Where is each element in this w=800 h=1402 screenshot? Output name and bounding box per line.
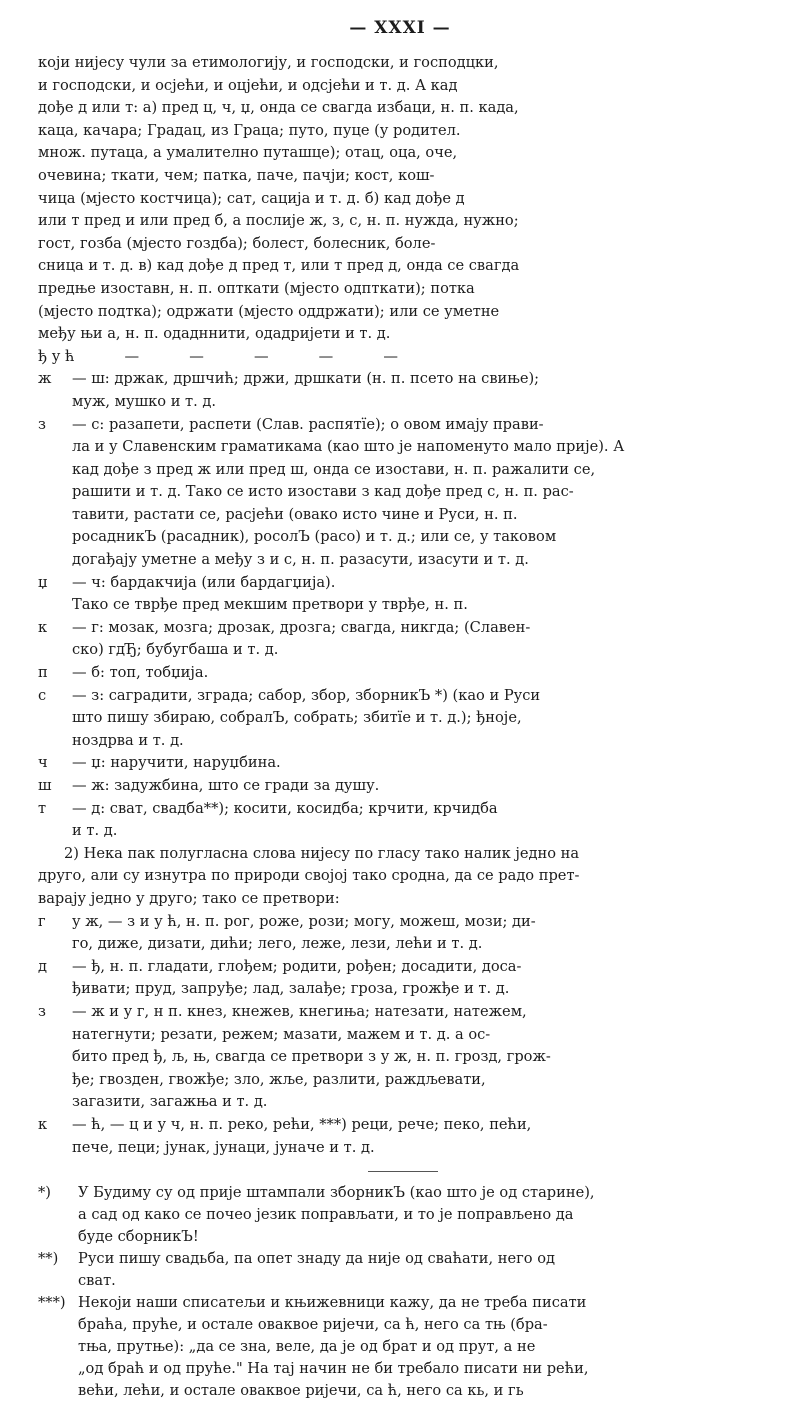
dj-rule-line: ђ у ћ — — — — — <box>38 347 398 365</box>
entry-s: с — з: саградити, зграда; сабор, збор, зборникЪ *) (као и Руси што пишу збираю, собралЪ, собрать; збитїе и т. д.); ђноје, ноздрва и т. д. <box>38 686 541 749</box>
footnote: *) У Будиму су од прије штампали зборникЪ (као што је од старине), а сад од како се почео језик поправљати, и то је поправљено да буде сборникЪ! <box>38 1184 595 1246</box>
entry-k: к — г: мозак, мозга; дрозак, дрозга; свагда, никгда; (Славен- ско) гдЂ; бубугбаша и т. д. <box>38 618 531 659</box>
intro-line: међу њи а, н. п. одадннити, одадријети и т. д. <box>38 325 391 343</box>
entry-ch: ч — џ: наручити, наруџбина. <box>38 754 281 772</box>
intro-line: каца, качара; Градац, из Граца; путо, пуце (у родител. <box>38 121 461 139</box>
entry-z: з — с: разапети, распети (Слав. распятїе); о овом имају прави- ла и у Славенским граматикама (као што је напоменуто мало прије). А кад дође з пред ж или пред ш, онда се изостави, н. п. ражалити се, рашити и т. д. Тако се исто изостави з кад дође пред с, н. п. рас- тавити, растати се, расјећи (овако исто чине и Руси, н. п. росадникЪ (расадник), росолЪ (расо) и т. д.; или се, у таковом догађају уметне а међу з и с, н. п. разасути, изасути и т. д. <box>38 415 625 569</box>
intro-line: (мјесто подтка); одржати (мјесто оддржати); или се уметне <box>38 302 500 320</box>
intro-line: и господски, и осјећи, и оцјећи, и одсјећи и т. д. А кад <box>38 76 458 94</box>
para2-line: 2) Нека пак полугласна слова нијесу по гласу тако налик једно на <box>64 844 580 862</box>
intro-line: предње изоставн, н. п. опткати (мјесто одпткати); потка <box>38 279 475 297</box>
intro-line: дође д или т: а) пред ц, ч, џ, онда се свагда избаци, н. п. када, <box>38 99 519 117</box>
entry2-d: д — ђ, н. п. гладати, глођем; родити, рођен; досадити, доса- ђивати; пруд, запруђе; лад, залађе; гроза, грожђе и т. д. <box>38 957 522 998</box>
intro-line: очевина; ткати, чем; патка, паче, пачји; кост, кош- <box>38 166 435 184</box>
entry-sh: ш — ж: задужбина, што се гради за душу. <box>38 777 380 794</box>
intro-line: који нијесу чули за етимологију, и господски, и господцки, <box>38 54 499 71</box>
intro-line: гост, гозба (мјесто гоздба); болест, болесник, боле- <box>38 234 436 252</box>
para2-line: варају једно у друго; тако се претвори: <box>38 889 340 907</box>
intro-line: множ. путаца, а умалително путашце); отац, оца, оче, <box>38 144 458 162</box>
intro-line: или т пред и или пред б, а послије ж, з, с, н. п. нужда, нужно; <box>38 212 519 230</box>
footnote-separator <box>368 1171 438 1172</box>
entry-t: т — д: сват, свадба**); косити, косидба; крчити, крчидба и т. д. <box>38 799 498 840</box>
entry-p: п — б: топ, тобџија. <box>38 664 209 682</box>
main-text <box>38 52 762 1159</box>
page <box>38 18 762 1402</box>
entry-dzh: џ — ч: бардакчија (или бардагџија). Тако се тврђе пред мекшим претвори у тврђе, н. п. <box>38 573 468 614</box>
intro-line: чица (мјесто костчица); сат, сација и т. д. б) кад дође д <box>38 189 465 207</box>
footnote: **) Руси пишу свадьба, па опет знаду да није од сваћати, него од сват. <box>38 1250 555 1290</box>
intro-line: сница и т. д. в) кад дође д пред т, или т пред д, онда се свагда <box>38 257 520 275</box>
entry2-z: з — ж и у г, н п. кнез, кнежев, кнегиња; натезати, натежем, натегнути; резати, режем; мазати, мажем и т. д. а ос- бито пред ђ, љ, њ, свагда се претвори з у ж, н. п. грозд, грож- ђе; гвозден, гвожђе; зло, жље, разлити, раждљевати, загазити, загажња и т. д. <box>38 1002 551 1111</box>
entry-zh: ж — ш: држак, дршчић; држи, дршкати (н. п. псето на свиње); муж, мушко и т. д. <box>38 370 540 410</box>
entry2-k: к — ћ, — ц и у ч, н. п. реко, рећи, ***) реци, рече; пеко, пећи, пече, пеци; јунак, јунаци, јуначе и т. д. <box>38 1115 532 1156</box>
page-number: — XXXI — <box>349 18 451 38</box>
entry2-g: г у ж, — з и у ћ, н. п. рог, роже, рози; могу, можеш, мози; ди- го, диже, дизати, дићи; лего, леже, лези, лећи и т. д. <box>38 912 536 953</box>
footnote: ***) Некоји наши списатељи и књижевници кажу, да не треба писати браћа, пруће, и остале оваквое ријечи, са ћ, него са тњ (бра- тња, прутње): „да се зна, веле, да је од брат и од прут, а не „од браћ и од пруће." На тај начин не би требало писати ни рећи, већи, лећи, и остале оваквое ријечи, са ћ, него са кь, и гь <box>38 1294 589 1400</box>
footnotes <box>38 1182 762 1402</box>
para2-line: друго, али су изнутра по природи својој тако сродна, да се радо прет- <box>38 867 580 885</box>
